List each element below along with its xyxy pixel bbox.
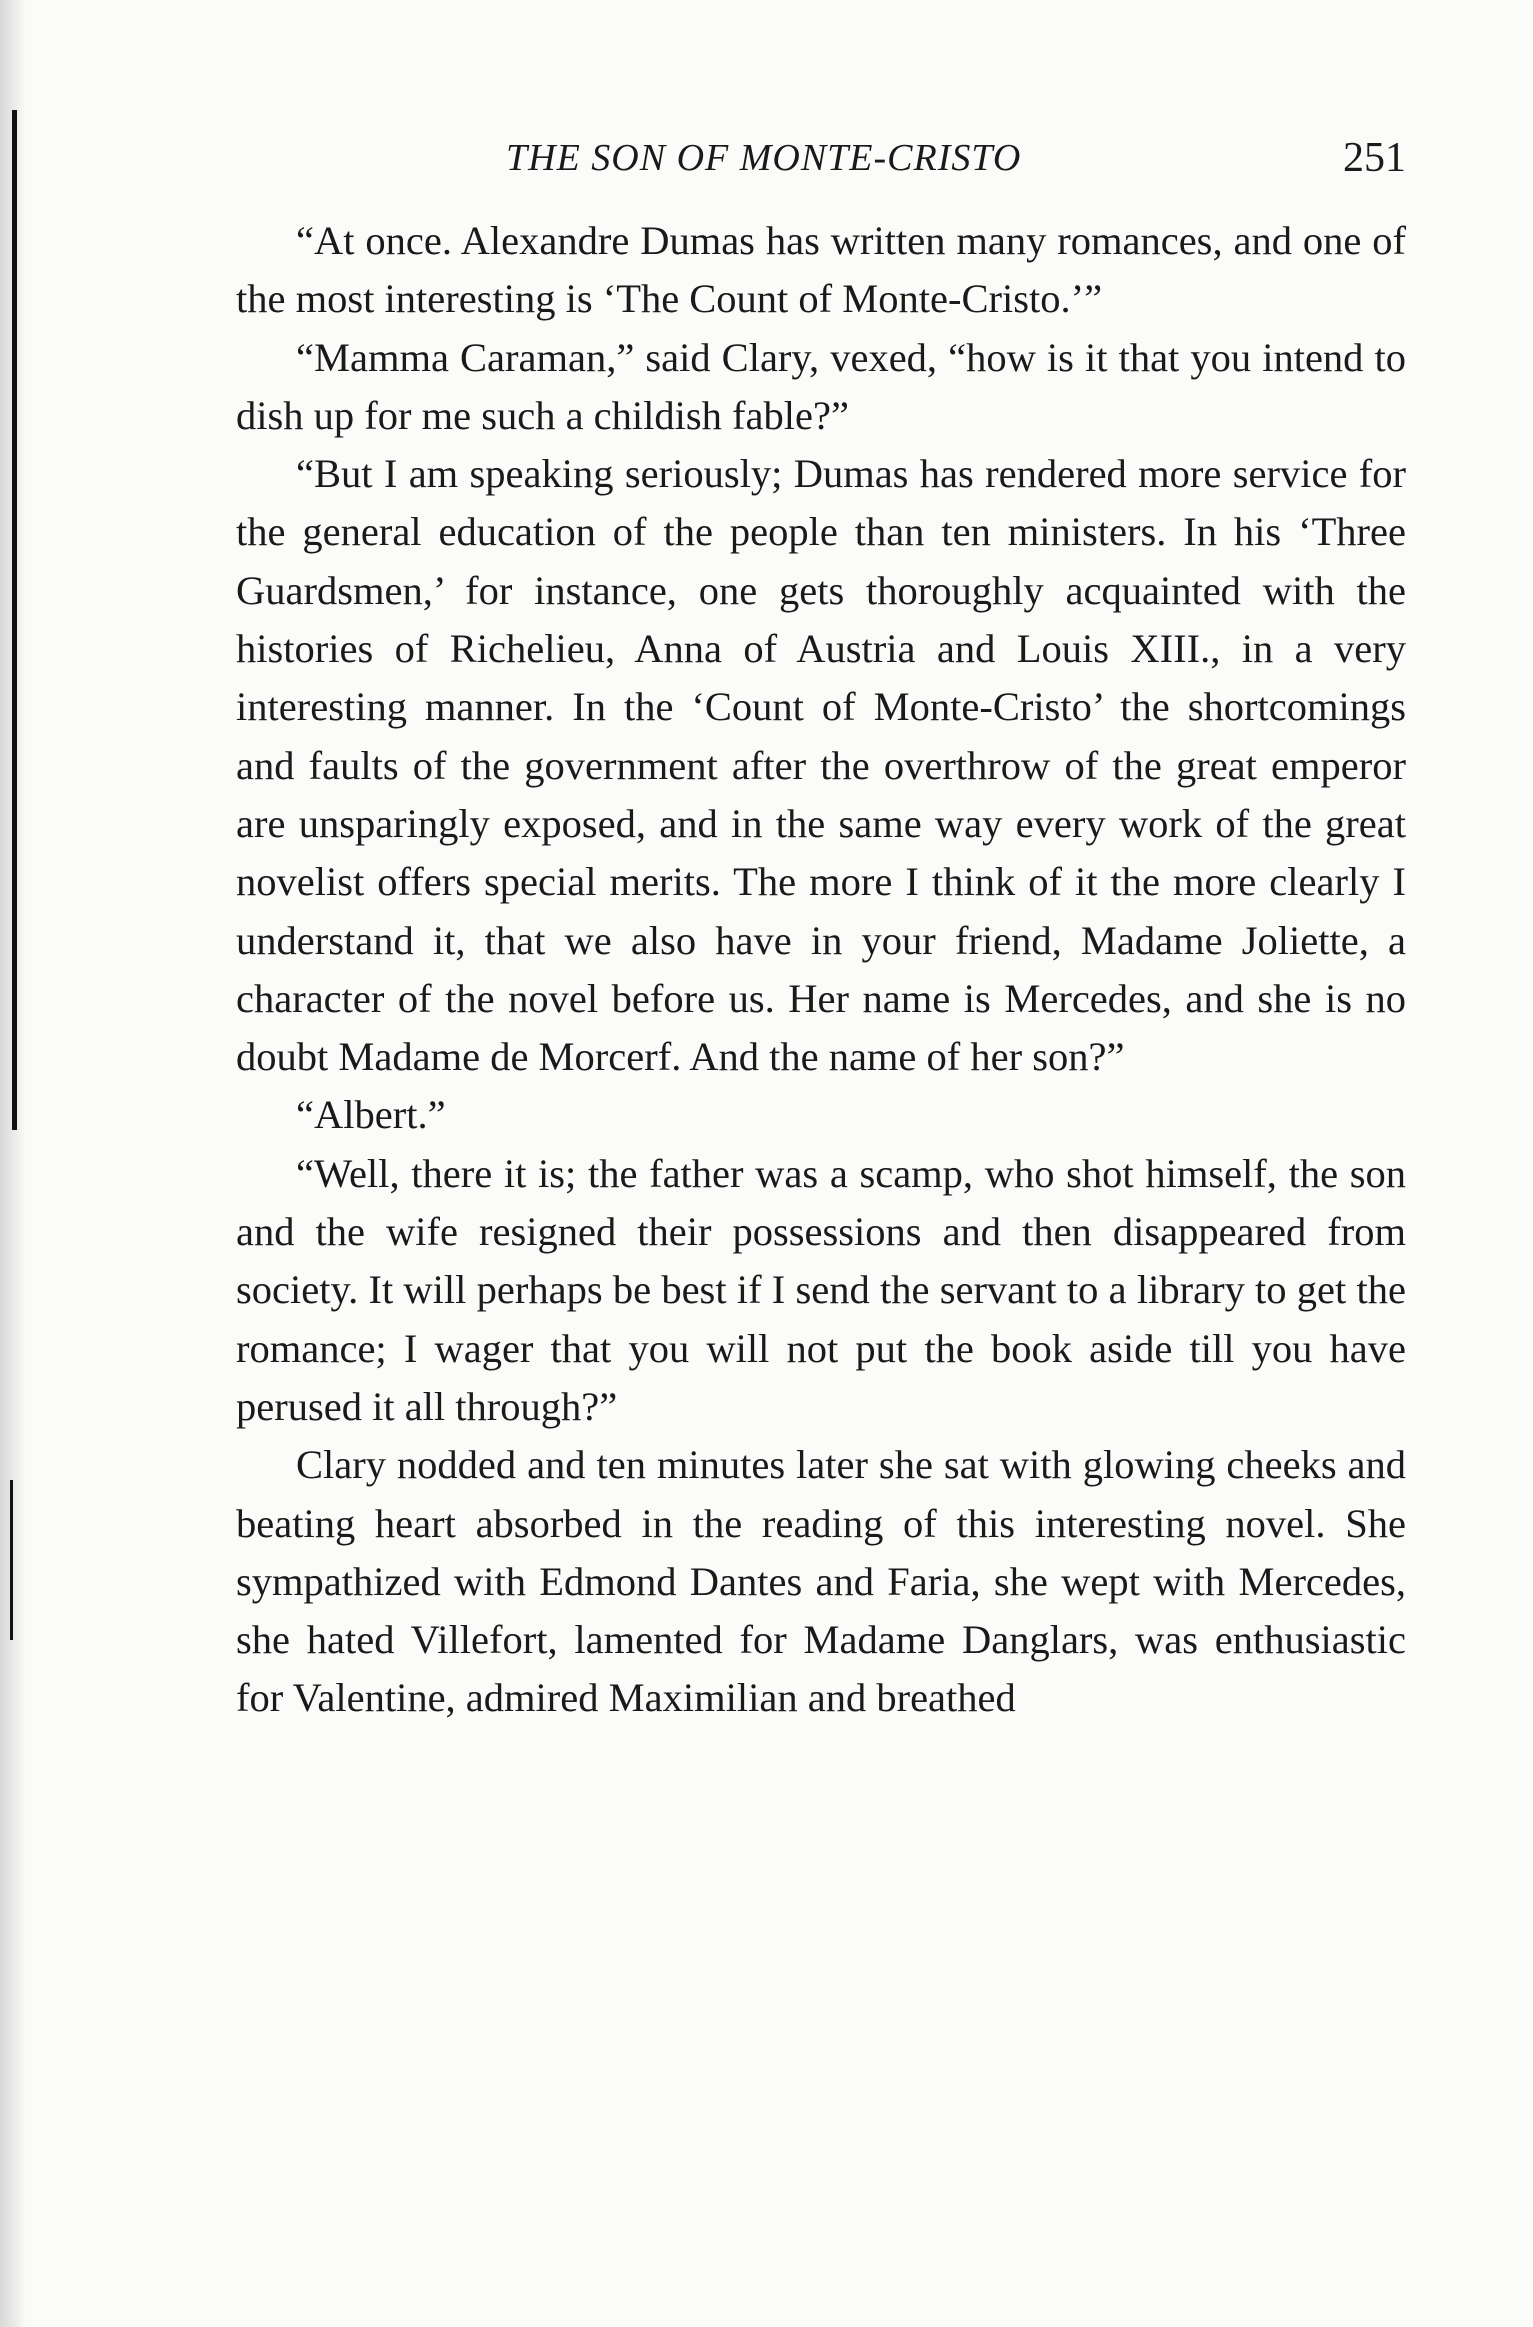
body-text [236, 212, 1406, 1728]
paragraph: “But I am speaking seriously; Dumas has rendered more service for the general education of the people than ten ministers. In his ‘Three Guardsmen,’ for instance, one gets thoroughly acquainted with the histories of Richelieu, Anna of Austria and Louis XIII., in a very interesting manner. In the ‘Count of Monte-Cristo’ the shortcomings and faults of the government after the overthrow of the great emperor are unsparingly exposed, and in the same way every work of the great novelist offers special merits. The more I think of it the more clearly I understand it, that we also have in your friend, Madame Joliette, a character of the novel before us. Her name is Mercedes, and she is no doubt Madame de Morcerf. And the name of her son?” [236, 451, 1406, 1080]
binding-mark [12, 110, 17, 1130]
paragraph: “At once. Alexandre Dumas has written many romances, and one of the most interesting is ‘The Count of Monte-Cristo.’” [236, 218, 1406, 322]
paragraph: Clary nodded and ten minutes later she sat with glowing cheeks and beating heart absorbed in the reading of this interesting novel. She sympathized with Edmond Dantes and Faria, she wept with Mercedes, she hated Villefort, lamented for Madame Danglars, was enthusiastic for Valentine, admired Maximilian and breathed [236, 1442, 1406, 1721]
running-title: THE SON OF MONTE-CRISTO [506, 137, 1022, 179]
binding-mark [10, 1480, 13, 1640]
paragraph: “Mamma Caraman,” said Clary, vexed, “how is it that you intend to dish up for me such a childish fable?” [236, 334, 1406, 438]
paragraph: “Albert.” [296, 1092, 446, 1138]
running-header [236, 130, 1406, 190]
page-number: 251 [1343, 135, 1406, 181]
paragraph: “Well, there it is; the father was a scamp, who shot himself, the son and the wife resigned their possessions and then disappeared from society. It will perhaps be best if I send the servant to a library to get the romance; I wager that you will not put the book aside till you have perused it all through?” [236, 1150, 1406, 1429]
